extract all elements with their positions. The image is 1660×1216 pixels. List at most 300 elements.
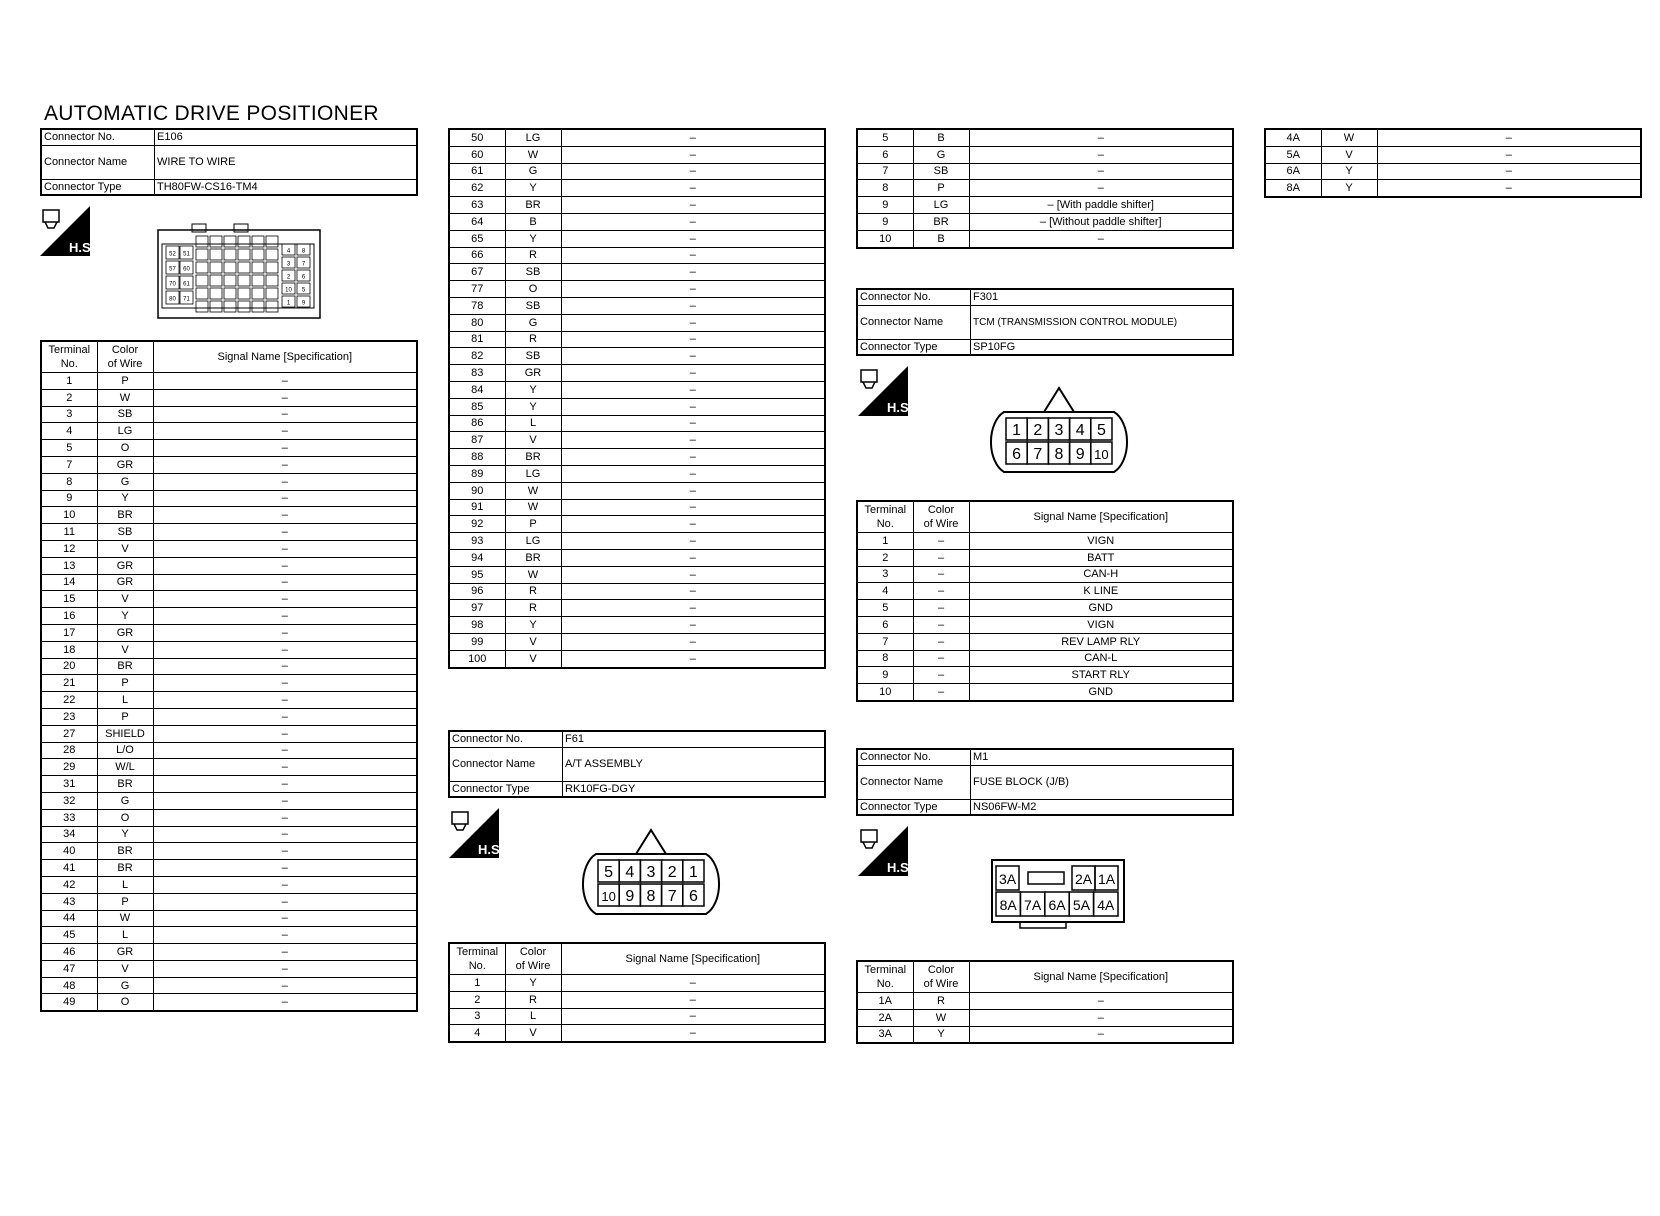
table-row <box>41 507 417 524</box>
signal-name-cell: K LINE <box>969 583 1233 600</box>
wire-color-cell: GR <box>97 944 153 961</box>
signal-name-cell: – <box>561 549 825 566</box>
signal-header: Signal Name [Specification] <box>969 961 1233 993</box>
pin-cell <box>210 236 222 247</box>
wire-color-cell: – <box>913 684 969 701</box>
signal-name-cell: – <box>969 129 1233 146</box>
table-row <box>449 281 825 298</box>
color-header: Color of Wire <box>913 961 969 993</box>
wire-color-cell: V <box>505 650 561 667</box>
table-row <box>449 449 825 466</box>
f301-terminal-table <box>856 500 1234 702</box>
table-row <box>449 264 825 281</box>
connector-latch <box>192 224 206 232</box>
wire-color-cell: V <box>505 432 561 449</box>
signal-name-cell: – <box>561 415 825 432</box>
pin-label: 61 <box>183 281 190 288</box>
table-row <box>449 415 825 432</box>
wire-color-cell: G <box>505 314 561 331</box>
table-row <box>449 180 825 197</box>
wire-color-cell: W <box>1321 129 1377 146</box>
wire-color-cell: BR <box>97 776 153 793</box>
terminal-no-cell: 62 <box>449 180 505 197</box>
signal-name-cell: VIGN <box>969 616 1233 633</box>
connector-key <box>636 830 666 854</box>
terminal-no-cell: 41 <box>41 860 97 877</box>
terminal-no-cell: 4 <box>41 423 97 440</box>
table-row <box>449 549 825 566</box>
table-row <box>41 675 417 692</box>
wire-color-cell: O <box>505 281 561 298</box>
connector-name-label: Connector Name <box>41 145 155 179</box>
pin-cell <box>196 236 208 247</box>
wire-color-cell: G <box>97 977 153 994</box>
wire-color-cell: V <box>97 591 153 608</box>
signal-name-cell: – <box>561 381 825 398</box>
pin-cell <box>252 288 264 299</box>
svg-text:H.S.: H.S. <box>478 842 504 857</box>
terminal-no-cell: 49 <box>41 994 97 1011</box>
table-row <box>41 608 417 625</box>
terminal-no-cell: 1 <box>857 533 913 550</box>
terminal-no-cell: 27 <box>41 725 97 742</box>
wire-color-cell: Y <box>97 490 153 507</box>
terminal-no-cell: 14 <box>41 574 97 591</box>
terminal-no-header: Terminal No. <box>449 943 505 975</box>
connector-name-value: TCM (TRANSMISSION CONTROL MODULE) <box>971 305 1234 339</box>
wire-color-cell: V <box>97 641 153 658</box>
wire-color-cell: BR <box>505 549 561 566</box>
pin-label: 1 <box>688 864 698 881</box>
signal-name-cell: – <box>153 624 417 641</box>
wire-color-cell: SB <box>913 163 969 180</box>
wire-color-cell: V <box>505 1025 561 1042</box>
terminal-no-cell: 85 <box>449 398 505 415</box>
wire-color-cell: LG <box>505 465 561 482</box>
wire-color-cell: V <box>97 540 153 557</box>
signal-name-cell: – <box>969 1009 1233 1026</box>
terminal-no-cell: 12 <box>41 540 97 557</box>
wire-color-cell: W/L <box>97 759 153 776</box>
terminal-no-cell: 61 <box>449 163 505 180</box>
pin-label: 6 <box>688 888 698 905</box>
signal-name-cell: – <box>969 146 1233 163</box>
pin-cell <box>224 262 236 273</box>
table-row <box>449 633 825 650</box>
terminal-no-cell: 3 <box>449 1008 505 1025</box>
terminal-no-cell: 96 <box>449 583 505 600</box>
table-row <box>41 809 417 826</box>
table-row <box>41 910 417 927</box>
pin-cell <box>210 288 222 299</box>
signal-name-cell: – <box>561 1008 825 1025</box>
signal-name-cell: – <box>153 809 417 826</box>
terminal-no-cell: 92 <box>449 516 505 533</box>
table-row <box>41 792 417 809</box>
table-row <box>449 975 825 992</box>
terminal-no-cell: 97 <box>449 600 505 617</box>
svg-text:H.S.: H.S. <box>887 860 913 875</box>
table-row <box>857 197 1233 214</box>
connector-name-label: Connector Name <box>857 305 971 339</box>
pin-label: 4 <box>1075 422 1085 439</box>
terminal-no-cell: 93 <box>449 533 505 550</box>
signal-name-cell: – <box>153 473 417 490</box>
signal-name-cell: – <box>153 826 417 843</box>
wire-color-cell: P <box>97 893 153 910</box>
pin-label: 60 <box>183 266 190 273</box>
terminal-no-cell: 29 <box>41 759 97 776</box>
page-title: AUTOMATIC DRIVE POSITIONER <box>44 102 379 125</box>
terminal-no-cell: 3A <box>857 1026 913 1043</box>
terminal-no-cell: 50 <box>449 129 505 146</box>
wire-color-cell: BR <box>97 860 153 877</box>
signal-header: Signal Name [Specification] <box>153 341 417 373</box>
terminal-no-cell: 6A <box>1265 163 1321 180</box>
pin-cell <box>266 275 278 286</box>
wire-color-cell: O <box>97 994 153 1011</box>
table-row <box>449 1008 825 1025</box>
terminal-no-cell: 95 <box>449 566 505 583</box>
terminal-no-cell: 8 <box>857 650 913 667</box>
table-row <box>449 533 825 550</box>
m1-terminal-table <box>856 960 1234 1044</box>
table-row <box>41 860 417 877</box>
terminal-no-cell: 33 <box>41 809 97 826</box>
signal-name-cell: – <box>153 792 417 809</box>
pin-cell <box>266 262 278 273</box>
wire-color-cell: R <box>505 583 561 600</box>
table-row <box>1265 146 1641 163</box>
hs-icon <box>858 826 913 876</box>
terminal-no-cell: 6 <box>857 146 913 163</box>
terminal-no-cell: 18 <box>41 641 97 658</box>
wire-color-cell: – <box>913 583 969 600</box>
table-row <box>857 146 1233 163</box>
signal-name-cell: – [Without paddle shifter] <box>969 213 1233 230</box>
signal-name-cell: – <box>153 910 417 927</box>
terminal-no-cell: 5 <box>41 440 97 457</box>
wire-color-cell: SB <box>505 264 561 281</box>
wire-color-cell: – <box>913 616 969 633</box>
wire-color-cell: G <box>505 163 561 180</box>
signal-name-cell: – <box>153 742 417 759</box>
wire-color-cell: W <box>97 389 153 406</box>
terminal-no-cell: 15 <box>41 591 97 608</box>
pin-label: 6 <box>301 274 306 281</box>
pin-label: 7 <box>1033 446 1043 463</box>
pin-cell <box>266 236 278 247</box>
signal-name-cell: – <box>153 389 417 406</box>
pin-label: 80 <box>169 296 176 303</box>
table-row <box>449 146 825 163</box>
wire-color-cell: – <box>913 650 969 667</box>
wire-color-cell: R <box>505 600 561 617</box>
wire-color-cell: W <box>505 146 561 163</box>
terminal-no-cell: 88 <box>449 449 505 466</box>
terminal-no-cell: 67 <box>449 264 505 281</box>
terminal-no-cell: 80 <box>449 314 505 331</box>
wire-color-cell: BR <box>913 213 969 230</box>
table-row <box>449 331 825 348</box>
terminal-no-cell: 28 <box>41 742 97 759</box>
signal-name-cell: – <box>561 398 825 415</box>
terminal-no-cell: 87 <box>449 432 505 449</box>
table-row <box>41 524 417 541</box>
wire-color-cell: W <box>505 499 561 516</box>
pin-label: 10 <box>285 287 292 294</box>
table-row <box>41 692 417 709</box>
wire-color-cell: Y <box>505 180 561 197</box>
pin-cell <box>238 249 250 260</box>
signal-name-cell: – <box>561 213 825 230</box>
signal-name-cell: – <box>561 975 825 992</box>
pin-label: 3 <box>646 864 656 881</box>
wire-color-cell: Y <box>97 826 153 843</box>
table-row <box>857 213 1233 230</box>
pin-label: 8 <box>646 888 656 905</box>
f61-header <box>448 730 826 798</box>
table-row <box>41 708 417 725</box>
table-row <box>41 843 417 860</box>
signal-name-cell: – <box>153 557 417 574</box>
terminal-no-cell: 20 <box>41 658 97 675</box>
table-row <box>449 650 825 667</box>
signal-name-cell: – <box>561 583 825 600</box>
pin-cell <box>196 288 208 299</box>
signal-name-cell: – <box>153 675 417 692</box>
wire-color-cell: G <box>913 146 969 163</box>
table-row <box>449 213 825 230</box>
signal-name-cell: – <box>153 759 417 776</box>
pin-label: 6A <box>1048 897 1066 913</box>
e106-header <box>40 128 418 196</box>
terminal-no-cell: 2 <box>41 389 97 406</box>
pin-label: 7 <box>667 888 677 905</box>
signal-name-cell: – <box>561 533 825 550</box>
wire-color-cell: Y <box>97 608 153 625</box>
pin-cell <box>224 288 236 299</box>
table-row <box>857 129 1233 146</box>
terminal-no-cell: 8 <box>41 473 97 490</box>
table-row <box>857 180 1233 197</box>
signal-name-cell: – <box>561 348 825 365</box>
terminal-no-cell: 1 <box>449 975 505 992</box>
terminal-no-cell: 45 <box>41 927 97 944</box>
signal-name-cell: – <box>561 449 825 466</box>
terminal-no-cell: 23 <box>41 708 97 725</box>
wire-color-cell: Y <box>505 975 561 992</box>
pin-label: 5 <box>301 287 306 294</box>
connector-no-value: E106 <box>155 129 418 145</box>
connector-type-value: TH80FW-CS16-TM4 <box>155 179 418 195</box>
wire-color-cell: L <box>97 692 153 709</box>
terminal-no-cell: 83 <box>449 365 505 382</box>
signal-header: Signal Name [Specification] <box>561 943 825 975</box>
terminal-no-cell: 21 <box>41 675 97 692</box>
terminal-no-cell: 4A <box>1265 129 1321 146</box>
signal-name-cell: – <box>561 650 825 667</box>
hs-icon <box>858 366 913 416</box>
wire-color-cell: B <box>913 230 969 247</box>
terminal-no-cell: 7 <box>857 633 913 650</box>
wire-color-cell: SB <box>505 297 561 314</box>
pin-label: 3 <box>286 261 291 268</box>
pin-label: 9 <box>1075 446 1085 463</box>
connector-no-value: M1 <box>971 749 1234 765</box>
table-row <box>449 600 825 617</box>
terminal-no-cell: 42 <box>41 876 97 893</box>
table-row <box>41 423 417 440</box>
connector-no-label: Connector No. <box>857 749 971 765</box>
table-row <box>449 129 825 146</box>
terminal-no-cell: 81 <box>449 331 505 348</box>
terminal-no-cell: 34 <box>41 826 97 843</box>
signal-name-cell: – <box>561 180 825 197</box>
pin-cell <box>252 262 264 273</box>
terminal-no-cell: 9 <box>41 490 97 507</box>
terminal-no-cell: 90 <box>449 482 505 499</box>
pin-cell <box>266 288 278 299</box>
wire-color-cell: V <box>97 960 153 977</box>
connector-no-label: Connector No. <box>41 129 155 145</box>
blank-slot <box>1028 872 1064 884</box>
pin-cell <box>238 262 250 273</box>
f301-header <box>856 288 1234 356</box>
signal-name-cell: CAN-H <box>969 566 1233 583</box>
table-row <box>857 549 1233 566</box>
table-row <box>449 617 825 634</box>
wire-color-cell: O <box>97 440 153 457</box>
terminal-no-cell: 46 <box>41 944 97 961</box>
pin-label: 2A <box>1074 871 1093 887</box>
signal-name-cell: – <box>153 927 417 944</box>
pin-label: 5 <box>1096 422 1106 439</box>
terminal-no-cell: 48 <box>41 977 97 994</box>
pin-cell <box>224 275 236 286</box>
wire-color-cell: SB <box>97 524 153 541</box>
table-row <box>857 633 1233 650</box>
terminal-no-cell: 60 <box>449 146 505 163</box>
signal-name-cell: – <box>1377 146 1641 163</box>
table-row <box>449 432 825 449</box>
wire-color-cell: LG <box>505 533 561 550</box>
pin-label: 3 <box>1054 422 1064 439</box>
f61-terminal-table-cont <box>856 128 1234 249</box>
signal-name-cell: – <box>561 432 825 449</box>
signal-name-cell: – <box>153 960 417 977</box>
signal-name-cell: – <box>153 692 417 709</box>
signal-name-cell: – <box>969 163 1233 180</box>
wire-color-cell: – <box>913 633 969 650</box>
signal-name-cell: – <box>561 991 825 1008</box>
pin-label: 2 <box>286 274 291 281</box>
table-row <box>857 566 1233 583</box>
wire-color-cell: LG <box>505 129 561 146</box>
pin-label: 5A <box>1072 897 1090 913</box>
terminal-no-cell: 9 <box>857 197 913 214</box>
wire-color-cell: L <box>505 415 561 432</box>
terminal-no-cell: 94 <box>449 549 505 566</box>
wire-color-cell: Y <box>505 230 561 247</box>
color-header: Color of Wire <box>505 943 561 975</box>
pin-label: 7A <box>1024 897 1042 913</box>
pin-cell <box>210 301 222 312</box>
pin-cell <box>210 249 222 260</box>
pin-label: 6 <box>1012 446 1022 463</box>
signal-name-cell: – <box>561 600 825 617</box>
table-row <box>41 557 417 574</box>
wire-color-cell: Y <box>1321 180 1377 197</box>
pin-cell <box>252 236 264 247</box>
table-row <box>1265 163 1641 180</box>
table-row <box>41 776 417 793</box>
pin-label: 52 <box>169 251 176 258</box>
table-row <box>449 583 825 600</box>
connector-name-value: A/T ASSEMBLY <box>563 747 826 781</box>
pin-label: 51 <box>183 251 190 258</box>
wire-color-cell: – <box>913 549 969 566</box>
connector-type-label: Connector Type <box>857 799 971 815</box>
signal-name-cell: START RLY <box>969 667 1233 684</box>
e106-terminal-table-cont <box>448 128 826 669</box>
terminal-no-cell: 32 <box>41 792 97 809</box>
pin-label: 7 <box>301 261 306 268</box>
terminal-no-cell: 22 <box>41 692 97 709</box>
terminal-no-cell: 4 <box>857 583 913 600</box>
signal-name-cell: – <box>153 893 417 910</box>
table-row <box>41 473 417 490</box>
table-row <box>41 927 417 944</box>
signal-name-cell: – <box>153 540 417 557</box>
signal-name-cell: – <box>153 423 417 440</box>
svg-text:H.S.: H.S. <box>887 400 913 415</box>
wire-color-cell: GR <box>97 624 153 641</box>
table-row <box>857 616 1233 633</box>
table-row <box>449 398 825 415</box>
wire-color-cell: W <box>505 566 561 583</box>
signal-name-cell: – <box>561 1025 825 1042</box>
terminal-no-cell: 40 <box>41 843 97 860</box>
terminal-no-header: Terminal No. <box>857 501 913 533</box>
signal-name-cell: – <box>561 197 825 214</box>
signal-name-cell: – <box>969 993 1233 1010</box>
wire-color-cell: L <box>97 927 153 944</box>
pin-label: 8 <box>301 248 306 255</box>
signal-name-cell: VIGN <box>969 533 1233 550</box>
pin-cell <box>210 275 222 286</box>
pin-label: 3A <box>998 871 1017 887</box>
terminal-no-cell: 91 <box>449 499 505 516</box>
table-row <box>41 389 417 406</box>
terminal-no-cell: 98 <box>449 617 505 634</box>
table-row <box>41 977 417 994</box>
wire-color-cell: BR <box>505 197 561 214</box>
f301-connector-face <box>984 384 1134 476</box>
table-row <box>41 440 417 457</box>
m1-connector-face <box>990 858 1126 930</box>
table-row <box>857 163 1233 180</box>
signal-name-cell: – <box>153 440 417 457</box>
signal-name-cell: – <box>561 331 825 348</box>
wire-color-cell: R <box>505 331 561 348</box>
signal-name-cell: GND <box>969 600 1233 617</box>
signal-name-cell: – <box>561 516 825 533</box>
pin-label: 5 <box>604 864 614 881</box>
table-row <box>449 230 825 247</box>
table-row <box>41 944 417 961</box>
signal-name-cell: – <box>561 281 825 298</box>
